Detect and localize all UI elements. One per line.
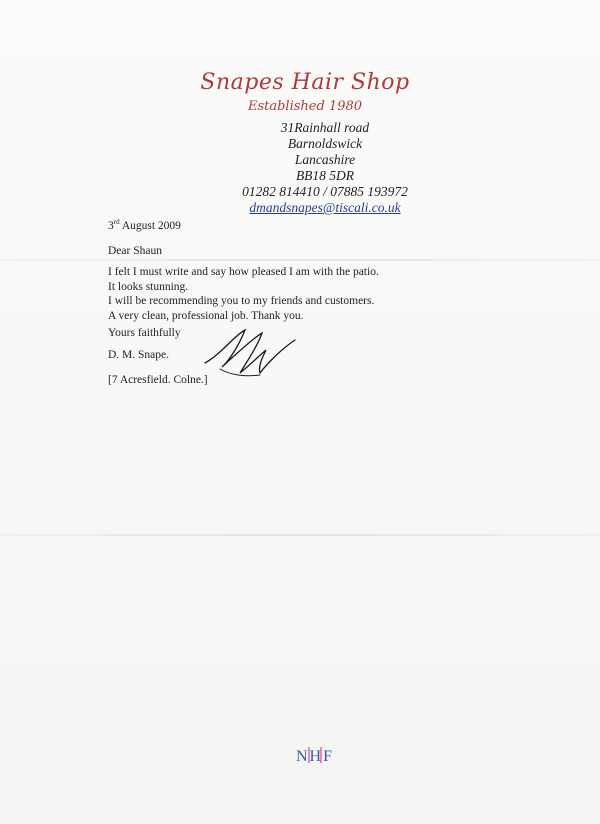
body-line: I will be recommending you to my friends and customers. bbox=[108, 295, 375, 307]
shop-name: Snapes Hair Shop bbox=[200, 70, 410, 95]
letter-date bbox=[108, 218, 181, 232]
letterhead-address bbox=[240, 120, 410, 216]
salutation: Dear Shaun bbox=[108, 245, 162, 257]
paper-fold-line bbox=[0, 259, 600, 261]
letter-body bbox=[108, 265, 379, 323]
paper-fold-line bbox=[0, 534, 600, 536]
sender-location: [7 Acresfield. Colne.] bbox=[108, 374, 208, 386]
nhf-logo bbox=[285, 744, 345, 766]
address-line: 31Rainhall road bbox=[280, 120, 370, 135]
address-line: Barnoldswick bbox=[287, 136, 363, 151]
sender-name: D. M. Snape. bbox=[108, 349, 170, 361]
phone-line: 01282 814410 / 07885 193972 bbox=[242, 184, 408, 199]
body-line: A very clean, professional job. Thank you. bbox=[108, 309, 304, 322]
handwritten-signature bbox=[200, 325, 310, 380]
closing: Yours faithfully bbox=[108, 327, 181, 339]
body-line: I felt I must write and say how pleased I am with the patio. bbox=[108, 266, 379, 278]
date-suffix: rd bbox=[113, 218, 120, 226]
date-day: 3 bbox=[108, 219, 114, 232]
established-line: Established 1980 bbox=[247, 99, 363, 114]
letterhead bbox=[190, 70, 420, 114]
logo-text: NHF bbox=[295, 748, 335, 765]
email-link[interactable]: dmandsnapes@tiscali.co.uk bbox=[249, 200, 401, 215]
address-line: Lancashire bbox=[294, 152, 356, 167]
address-line: BB18 5DR bbox=[295, 168, 355, 183]
body-line: It looks stunning. bbox=[108, 280, 189, 293]
date-rest: August 2009 bbox=[119, 219, 181, 232]
